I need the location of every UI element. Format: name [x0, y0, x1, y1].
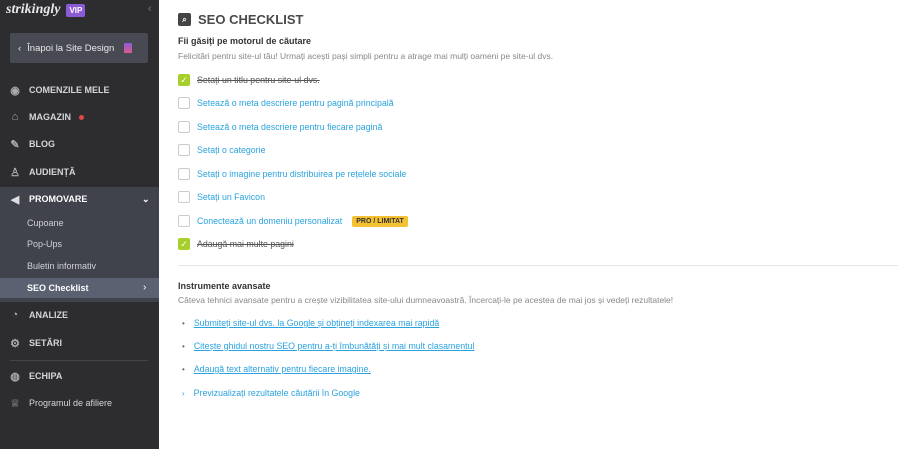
- logo: strikingly: [6, 2, 61, 17]
- pro-badge: PRO / LIMITAT: [352, 216, 408, 227]
- vip-badge: VIP: [66, 4, 85, 17]
- sidebar-item-audienta[interactable]: [0, 161, 159, 183]
- sidebar-item-setari[interactable]: [0, 332, 159, 354]
- checkbox[interactable]: ✓: [178, 238, 190, 250]
- link-item: [182, 318, 439, 328]
- sidebar-sub-cupoane[interactable]: Cupoane: [27, 218, 64, 228]
- label: MAGAZIN: [29, 112, 71, 122]
- checklist-item[interactable]: [178, 97, 394, 109]
- chevron-right-icon: ›: [143, 282, 147, 293]
- checklist-label[interactable]: Setați un titlu pentru site-ul dvs.: [197, 75, 320, 85]
- page-title: [178, 12, 303, 27]
- sidebar-sub-buletin[interactable]: Buletin informativ: [27, 261, 97, 271]
- label: Programul de afiliere: [29, 398, 113, 408]
- checklist-label[interactable]: Setați o categorie: [197, 145, 266, 155]
- sidebar-sub-popups[interactable]: Pop-Ups: [27, 239, 63, 249]
- bullet: •: [182, 341, 185, 351]
- section-description: Felicitări pentru site-ul tău! Urmați acești pași simpli pentru a atrage mai mulți oameni pe site-ul dvs.: [178, 51, 554, 61]
- sidebar-item-promovare[interactable]: [0, 188, 159, 210]
- search-icon: ⌕: [178, 13, 191, 26]
- quill-icon: ✎: [10, 138, 20, 151]
- checklist-label[interactable]: Conectează un domeniu personalizat: [197, 216, 343, 226]
- checklist-item[interactable]: [178, 168, 406, 180]
- checkbox[interactable]: [178, 191, 190, 203]
- collapse-sidebar-icon[interactable]: ‹: [148, 3, 152, 15]
- checkbox[interactable]: [178, 121, 190, 133]
- chevron-right-icon: ›: [182, 388, 185, 398]
- checklist-label[interactable]: Setează o meta descriere pentru fiecare pagină: [197, 122, 383, 132]
- label: AUDIENȚĂ: [29, 167, 76, 177]
- sidebar-item-comenzile[interactable]: [0, 79, 159, 101]
- bullet: •: [182, 364, 185, 374]
- chevron-left-icon: ‹: [18, 42, 22, 54]
- label: ANALIZE: [29, 310, 68, 320]
- checkbox[interactable]: [178, 97, 190, 109]
- label: BLOG: [29, 139, 55, 149]
- back-label: Înapoi la Site Design: [27, 42, 115, 54]
- sidebar-item-echipa[interactable]: [0, 365, 159, 387]
- megaphone-icon: ◀: [10, 193, 20, 206]
- divider: [178, 265, 898, 266]
- sidebar-sub-seo-checklist[interactable]: SEO Checklist: [27, 283, 89, 293]
- checklist-item[interactable]: [178, 191, 265, 203]
- checklist-item[interactable]: [178, 121, 382, 133]
- checkbox[interactable]: [178, 168, 190, 180]
- sidebar-item-afiliere[interactable]: [0, 392, 159, 414]
- link-item: [182, 364, 371, 374]
- gear-icon: ⚙: [10, 337, 20, 350]
- store-icon: ⌂: [11, 111, 19, 123]
- label: SETĂRI: [29, 338, 63, 348]
- dollar-icon: ◉: [10, 84, 20, 97]
- users-icon: ♙: [10, 166, 20, 179]
- checkbox[interactable]: [178, 215, 190, 227]
- checkbox[interactable]: [178, 144, 190, 156]
- chevron-down-icon: ⌄: [142, 193, 150, 204]
- bullet: •: [182, 318, 185, 328]
- sidebar-item-analize[interactable]: [0, 304, 159, 326]
- back-to-site-design-button[interactable]: [10, 33, 148, 63]
- checkbox[interactable]: ✓: [178, 74, 190, 86]
- checklist-item[interactable]: [178, 74, 320, 86]
- sidebar-item-blog[interactable]: [0, 133, 159, 155]
- team-avatars-icon: ◍: [10, 370, 20, 383]
- label: PROMOVARE: [29, 194, 88, 204]
- document-icon: [124, 43, 132, 53]
- brand: [6, 2, 85, 18]
- checklist-item[interactable]: [178, 215, 408, 227]
- trophy-icon: ♕: [10, 397, 20, 410]
- pie-chart-icon: ◔: [11, 309, 19, 321]
- checklist-label[interactable]: Adaugă mai multe pagini: [197, 239, 294, 249]
- alt-text-link[interactable]: Adaugă text alternativ pentru fiecare imagine.: [193, 364, 371, 374]
- divider: [10, 360, 148, 361]
- preview-label: Previzualizați rezultatele căutării în Google: [193, 388, 360, 398]
- sidebar: [0, 0, 159, 449]
- sidebar-item-magazin[interactable]: [0, 106, 159, 128]
- label: ECHIPA: [29, 371, 63, 381]
- advanced-description: Câteva tehnici avansate pentru a crește vizibilitatea site-ului dumneavoastră. Încercați-le pe acestea de mai jos și vedeți rezultatele!: [178, 295, 674, 305]
- notification-dot: [79, 115, 84, 120]
- link-item: [182, 341, 474, 351]
- checklist-item[interactable]: [178, 144, 265, 156]
- section-heading: Fii găsiți pe motorul de căutare: [178, 36, 312, 46]
- checklist-label[interactable]: Setați o imagine pentru distribuirea pe rețelele sociale: [197, 169, 407, 179]
- checklist-label[interactable]: Setați un Favicon: [197, 192, 265, 202]
- title-text: SEO CHECKLIST: [198, 12, 304, 27]
- checklist-item[interactable]: [178, 238, 294, 250]
- advanced-heading: Instrumente avansate: [178, 281, 271, 291]
- submit-google-link[interactable]: Submiteți site-ul dvs. la Google și obțineți indexarea mai rapidă: [193, 318, 440, 328]
- preview-google-toggle[interactable]: [182, 388, 360, 398]
- label: COMENZILE MELE: [29, 85, 110, 95]
- seo-guide-link[interactable]: Citește ghidul nostru SEO pentru a-ți îmbunătăți și mai mult clasamentul: [193, 341, 475, 351]
- checklist-label[interactable]: Setează o meta descriere pentru pagină principală: [197, 98, 394, 108]
